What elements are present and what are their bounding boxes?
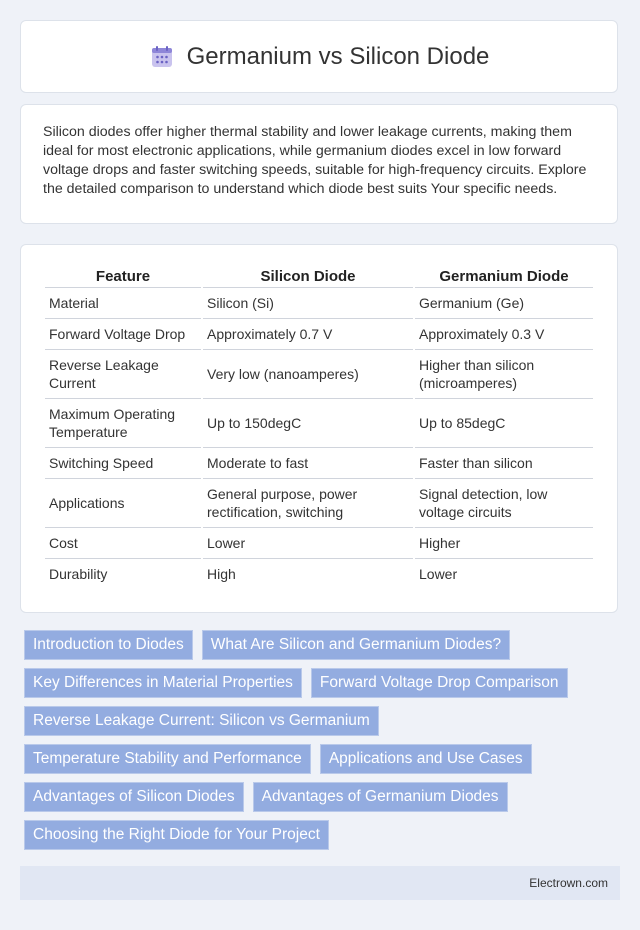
- table-cell: Faster than silicon: [415, 448, 593, 479]
- table-row: [45, 319, 593, 350]
- page-title: Germanium vs Silicon Diode: [186, 42, 490, 70]
- table-cell: Approximately 0.7 V: [203, 319, 413, 350]
- table-cell: Higher: [415, 528, 593, 559]
- link-forward-voltage[interactable]: Forward Voltage Drop Comparison: [311, 668, 568, 698]
- link-key-differences[interactable]: Key Differences in Material Properties: [24, 668, 302, 698]
- header-card: [20, 20, 618, 93]
- table-cell: Approximately 0.3 V: [415, 319, 593, 350]
- table-cell: Silicon (Si): [203, 288, 413, 319]
- header-feature: Feature: [45, 265, 201, 288]
- table-row: [45, 528, 593, 559]
- topic-links: [20, 630, 620, 858]
- table-cell: Lower: [203, 528, 413, 559]
- table-cell: Switching Speed: [45, 448, 201, 479]
- link-choosing-diode[interactable]: Choosing the Right Diode for Your Project: [24, 820, 329, 850]
- comparison-table: [43, 265, 595, 589]
- table-cell: Forward Voltage Drop: [45, 319, 201, 350]
- table-cell: Maximum Operating Temperature: [45, 399, 201, 448]
- table-cell: Applications: [45, 479, 201, 528]
- table-cell: Cost: [45, 528, 201, 559]
- table-cell: Up to 150degC: [203, 399, 413, 448]
- calendar-icon: [149, 44, 175, 70]
- header-silicon: Silicon Diode: [203, 265, 413, 288]
- link-advantages-silicon[interactable]: Advantages of Silicon Diodes: [24, 782, 244, 812]
- table-cell: Very low (nanoamperes): [203, 350, 413, 399]
- header-germanium: Germanium Diode: [415, 265, 593, 288]
- table-cell: Reverse Leakage Current: [45, 350, 201, 399]
- table-row: [45, 448, 593, 479]
- footer-brand[interactable]: Electrown.com: [529, 876, 608, 890]
- table-cell: Germanium (Ge): [415, 288, 593, 319]
- table-cell: Durability: [49, 566, 108, 582]
- link-temperature-stability[interactable]: Temperature Stability and Performance: [24, 744, 311, 774]
- table-row: [45, 288, 593, 319]
- table-cell: High: [207, 566, 236, 582]
- intro-text: Silicon diodes offer higher thermal stability and lower leakage currents, making them ideal for most electronic applications, while germanium diodes excel in low forward voltage drops and faster switching speeds, suitable for high-frequency circuits. Explore the detailed comparison to understand which diode best suits Your specific needs.: [43, 124, 587, 197]
- link-what-are-diodes[interactable]: What Are Silicon and Germanium Diodes?: [202, 630, 510, 660]
- table-row: [45, 350, 593, 399]
- table-cell: Material: [45, 288, 201, 319]
- table-row: [45, 399, 593, 448]
- table-row: [45, 559, 593, 589]
- link-introduction-to-diodes[interactable]: Introduction to Diodes: [24, 630, 193, 660]
- intro-card: [20, 104, 618, 224]
- table-cell: Higher than silicon (microamperes): [415, 350, 593, 399]
- table-cell: Lower: [419, 566, 458, 582]
- link-advantages-germanium[interactable]: Advantages of Germanium Diodes: [253, 782, 508, 812]
- table-cell: Signal detection, low voltage circuits: [415, 479, 593, 528]
- table-cell: Moderate to fast: [203, 448, 413, 479]
- link-applications[interactable]: Applications and Use Cases: [320, 744, 532, 774]
- table-cell: General purpose, power rectification, switching: [203, 479, 413, 528]
- link-reverse-leakage[interactable]: Reverse Leakage Current: Silicon vs Germanium: [24, 706, 379, 736]
- table-row: [45, 479, 593, 528]
- comparison-table-card: [20, 244, 618, 613]
- footer: [20, 866, 620, 900]
- table-cell: Up to 85degC: [415, 399, 593, 448]
